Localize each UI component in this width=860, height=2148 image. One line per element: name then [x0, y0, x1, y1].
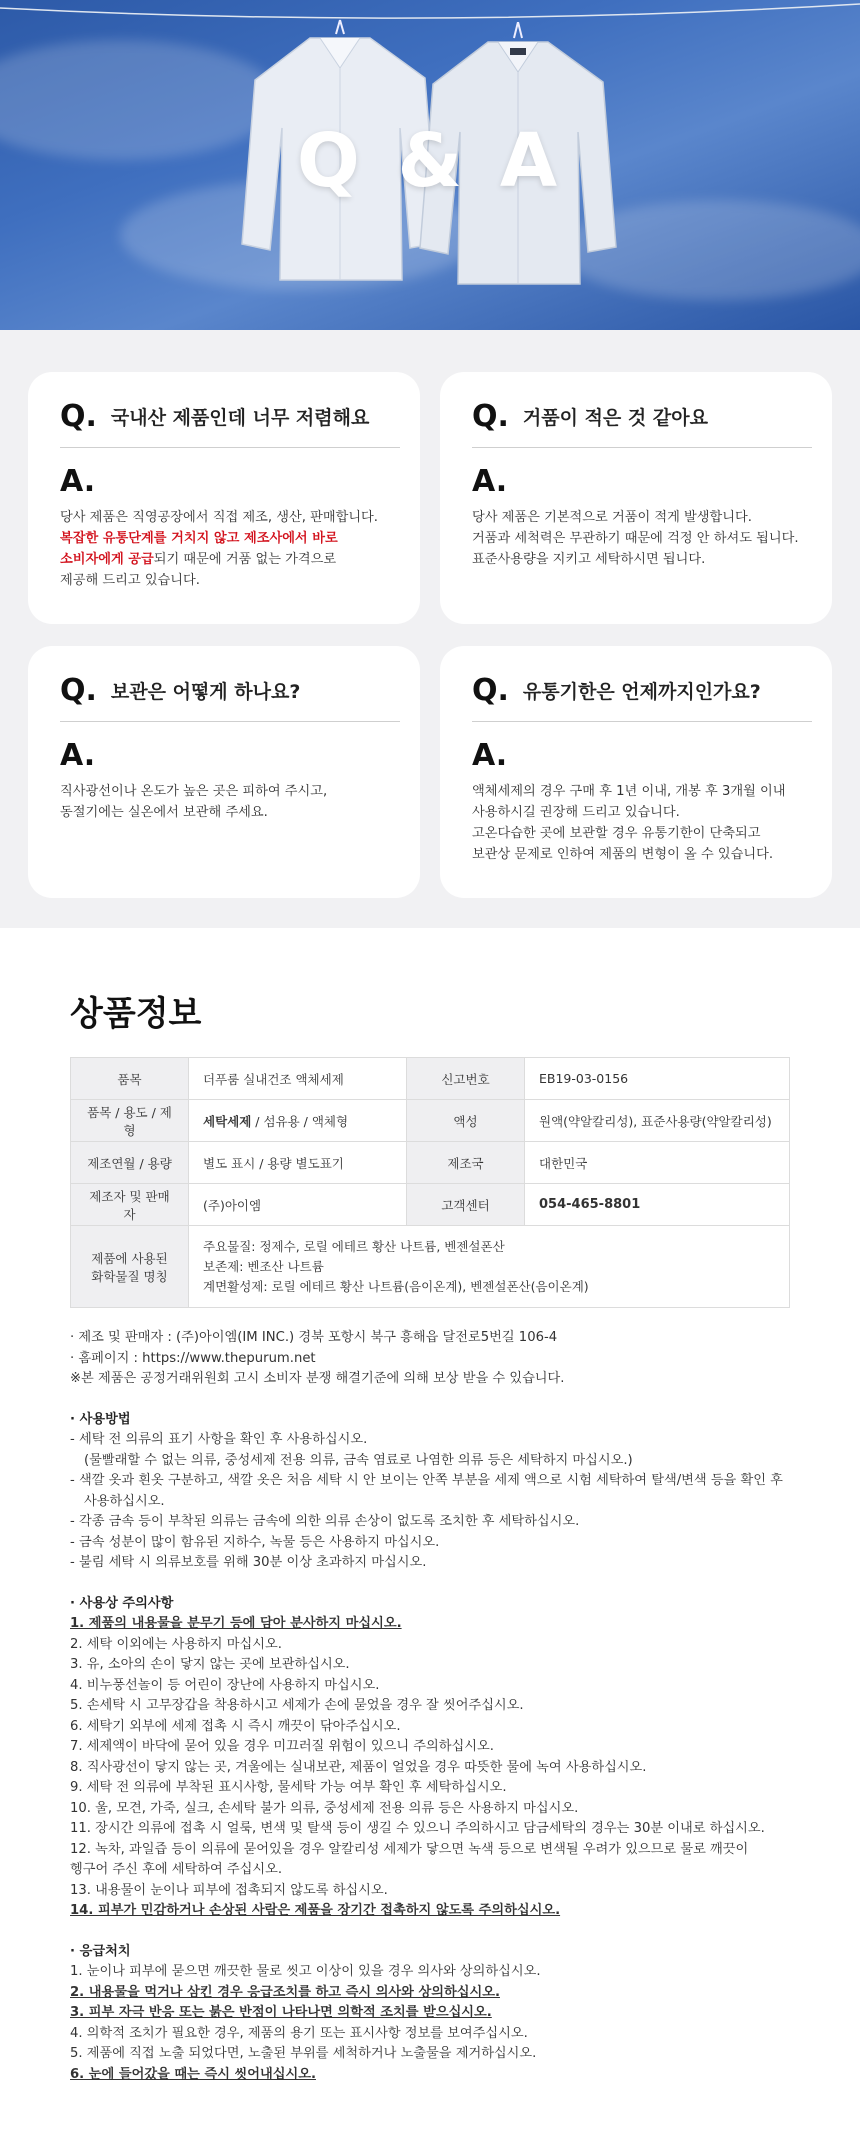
list-item: 14. 피부가 민감하거나 손상된 사람은 제품을 장기간 접촉하지 않도록 주의하십시오. [70, 1903, 561, 1918]
answer-text: 직사광선이나 온도가 높은 곳은 피하여 주시고, 동절기에는 실온에서 보관해 주세요. [60, 784, 328, 820]
list-item: 13. 내용물이 눈이나 피부에 접촉되지 않도록 하십시오. [70, 1882, 388, 1898]
table-row [71, 1184, 790, 1226]
table-row [71, 1142, 790, 1184]
qa-card [28, 372, 420, 624]
list-item: 12. 녹차, 과일즙 등이 의류에 묻어있을 경우 알칼리성 세제가 닿으면 녹색 등으로 변색될 우려가 있으므로 물로 깨끗이 [70, 1841, 749, 1857]
hero-title: Q & A [296, 118, 564, 204]
question-text: 거품이 적은 것 같아요 [522, 407, 708, 429]
list-item: 8. 직사광선이 닿지 않는 곳, 겨울에는 실내보관, 제품이 얼었을 경우 따뜻한 물에 녹여 사용하십시오. [70, 1759, 647, 1775]
list-item: 5. 제품에 직접 노출 되었다면, 노출된 부위를 세척하거나 노출물을 제거하십시오. [70, 2046, 537, 2061]
list-item: 7. 세제액이 바닥에 묻어 있을 경우 미끄러질 위험이 있으니 주의하십시오. [70, 1739, 494, 1754]
table-cell: 주요물질: 정제수, 로릴 에테르 황산 나트륨, 벤젠설폰산 보존제: 벤조산 나트륨 계면활성제: 로릴 에테르 황산 나트륨(음이온계), 벤젠설폰산(음이온계) [189, 1226, 790, 1308]
answer-text: 당사 제품은 직영공장에서 직접 제조, 생산, 판매합니다. 복잡한 유통단계를 거치지 않고 제조사에서 바로 소비자에게 공급되기 때문에 거품 없는 가격으로 제공해 드리고 있습니다. [60, 510, 378, 588]
table-header: 품목 [71, 1058, 189, 1100]
list-item: 3. 유, 소아의 손이 닿지 않는 곳에 보관하십시오. [70, 1657, 350, 1672]
list-item: 4. 의학적 조치가 필요한 경우, 제품의 용기 또는 표시사항 정보를 보여주십시오. [70, 2025, 528, 2041]
notes-block [70, 1328, 790, 2085]
table-header: 제조자 및 판매자 [71, 1184, 189, 1226]
compensation-notice: ※본 제품은 공정거래위원회 고시 소비자 분쟁 해결기준에 의해 보상 받을 수 있습니다. [70, 1371, 565, 1386]
table-header: 제품에 사용된 화학물질 명칭 [71, 1226, 189, 1308]
list-item: 2. 세탁 이외에는 사용하지 마십시오. [70, 1636, 282, 1652]
usage-title: · 사용방법 [70, 1411, 131, 1427]
list-item: 헹구어 주신 후에 세탁하여 주십시오. [70, 1862, 283, 1877]
table-cell: 원액(약알칼리성), 표준사용량(약알칼리성) [525, 1100, 790, 1142]
table-cell: 대한민국 [525, 1142, 790, 1184]
list-item: - 세탁 전 의류의 표기 사항을 확인 후 사용하십시오. [70, 1432, 368, 1447]
table-header: 품목 / 용도 / 제형 [71, 1100, 189, 1142]
list-item: 6. 세탁기 외부에 세제 접촉 시 즉시 깨끗이 닦아주십시오. [70, 1718, 401, 1734]
section-title: 상품정보 [70, 994, 202, 1034]
table-cell: 별도 표시 / 용량 별도표기 [189, 1142, 407, 1184]
list-item: - 금속 성분이 많이 함유된 지하수, 녹물 등은 사용하지 마십시오. [70, 1534, 440, 1550]
table-row [71, 1100, 790, 1142]
question-text: 유통기한은 언제까지인가요? [522, 681, 761, 703]
question-mark: Q. [60, 673, 97, 708]
question-mark: Q. [472, 399, 509, 434]
table-header: 제조국 [407, 1142, 525, 1184]
list-item: 1. 제품의 내용물을 분무기 등에 담아 분사하지 마십시오. [70, 1616, 402, 1631]
table-header: 액성 [407, 1100, 525, 1142]
answer-mark: A. [60, 464, 96, 499]
hero-banner [0, 0, 860, 330]
list-item: 1. 눈이나 피부에 묻으면 깨끗한 물로 씻고 이상이 있을 경우 의사와 상의하십시오. [70, 1964, 541, 1979]
list-item: 3. 피부 자극 반응 또는 붉은 반점이 나타나면 의학적 조치를 받으십시오. [70, 2005, 492, 2020]
answer-mark: A. [472, 464, 508, 499]
caution-title: · 사용상 주의사항 [70, 1595, 174, 1611]
list-item: 11. 장시간 의류에 접촉 시 얼룩, 변색 및 탈색 등이 생길 수 있으니 주의하시고 담금세탁의 경우는 30분 이내로 하십시오. [70, 1821, 765, 1836]
qa-card [440, 372, 832, 624]
answer-text: 액체세제의 경우 구매 후 1년 이내, 개봉 후 3개월 이내 사용하시길 권장해 드리고 있습니다. 고온다습한 곳에 보관할 경우 유통기한이 단축되고 보관상 문제로 인하여 제품의 변형이 올 수 있습니다. [472, 784, 786, 862]
question-text: 보관은 어떻게 하나요? [110, 681, 301, 703]
spec-table [70, 1057, 790, 1308]
list-item: - 불림 세탁 시 의류보호를 위해 30분 이상 초과하지 마십시오. [70, 1555, 427, 1570]
answer-text: 당사 제품은 기본적으로 거품이 적게 발생합니다. 거품과 세척력은 무관하기 때문에 걱정 안 하셔도 됩니다. 표준사용량을 지키고 세탁하시면 됩니다. [472, 510, 799, 567]
answer-mark: A. [472, 738, 508, 773]
table-cell: 세탁세제 / 섬유용 / 액체형 [189, 1100, 407, 1142]
list-item: 2. 내용물을 먹거나 삼킨 경우 응급조치를 하고 즉시 의사와 상의하십시오. [70, 1984, 500, 2000]
table-cell: (주)아이엠 [189, 1184, 407, 1226]
table-header: 신고번호 [407, 1058, 525, 1100]
question-mark: Q. [60, 399, 97, 434]
qa-card [28, 646, 420, 898]
company-info: · 제조 및 판매자 : (주)아이엠(IM INC.) 경북 포항시 북구 흥해읍 달전로5번길 106-4 [70, 1330, 558, 1345]
product-info-section [0, 928, 860, 2125]
list-item: - 색깔 옷과 흰옷 구분하고, 색깔 옷은 처음 세탁 시 안 보이는 안쪽 부분을 세제 액으로 시험 세탁하여 탈색/변색 등을 확인 후 [70, 1473, 783, 1488]
question-mark: Q. [472, 673, 509, 708]
table-row [71, 1226, 790, 1308]
table-cell: 더푸룸 실내건조 액체세제 [189, 1058, 407, 1100]
list-item: - 각종 금속 등이 부착된 의류는 금속에 의한 의류 손상이 없도록 조치한 후 세탁하십시오. [70, 1514, 580, 1529]
list-item: (물빨래할 수 없는 의류, 중성세제 전용 의류, 금속 염료로 나염한 의류 등은 세탁하지 마십시오.) [84, 1452, 633, 1468]
qa-card [440, 646, 832, 898]
list-item: 5. 손세탁 시 고무장갑을 착용하시고 세제가 손에 묻었을 경우 잘 씻어주십시오. [70, 1698, 524, 1713]
customer-center-phone: 054-465-8801 [525, 1184, 790, 1226]
list-item: 4. 비누풍선놀이 등 어린이 장난에 사용하지 마십시오. [70, 1677, 380, 1693]
list-item: 9. 세탁 전 의류에 부착된 표시사항, 물세탁 가능 여부 확인 후 세탁하십시오. [70, 1780, 507, 1795]
table-header: 고객센터 [407, 1184, 525, 1226]
emergency-title: · 응급처치 [70, 1943, 131, 1959]
qa-section [0, 330, 860, 928]
list-item: 6. 눈에 들어갔을 때는 즉시 씻어내십시오. [70, 2066, 316, 2082]
list-item: 10. 울, 모견, 가죽, 실크, 손세탁 불가 의류, 중성세제 전용 의류 등은 사용하지 마십시오. [70, 1800, 579, 1816]
table-row [71, 1058, 790, 1100]
question-text: 국내산 제품인데 너무 저렴해요 [110, 407, 370, 429]
homepage-link[interactable]: · 홈페이지 : https://www.thepurum.net [70, 1350, 316, 1366]
list-item: 사용하십시오. [84, 1493, 165, 1509]
answer-mark: A. [60, 738, 96, 773]
table-header: 제조연월 / 용량 [71, 1142, 189, 1184]
table-cell: EB19-03-0156 [525, 1058, 790, 1100]
